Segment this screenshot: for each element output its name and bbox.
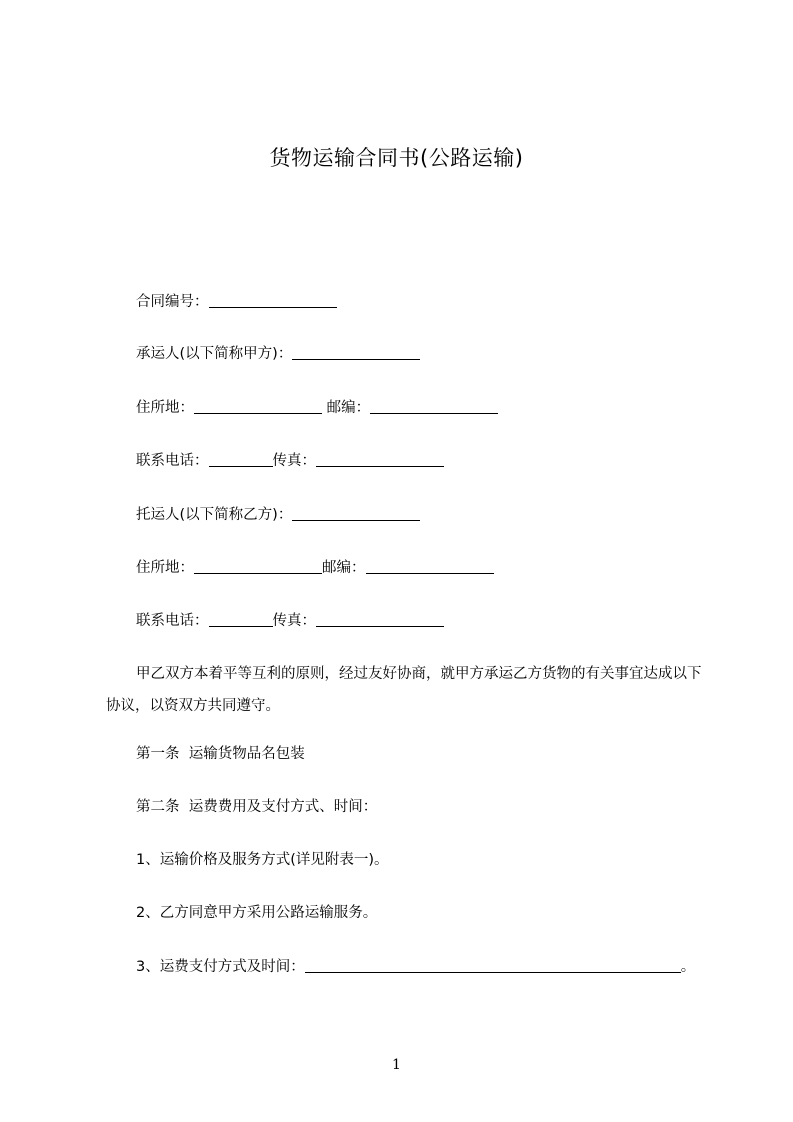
carrier-address-blank [194,397,322,414]
article-2-item-3 [136,955,695,979]
shipper-fax-label: 传真： [272,613,316,629]
shipper-fax-blank [316,610,444,627]
payment-terms-blank [305,956,681,973]
shipper-postcode-label: 邮编： [322,560,366,576]
shipper-phone-label: 联系电话： [136,613,209,629]
shipper-phone-blank [209,610,273,627]
carrier-phone-line [136,449,444,473]
shipper-blank [292,504,420,521]
carrier-address-label: 住所地： [136,400,194,416]
carrier-line [136,342,420,366]
carrier-phone-blank [209,450,273,467]
article-2-item-2: 2、乙方同意甲方采用公路运输服务。 [136,905,378,921]
payment-terms-label: 3、运费支付方式及时间： [136,959,305,975]
article-2-heading: 第二条 运费费用及支付方式、时间： [136,799,378,815]
contract-no-line [136,290,337,314]
article-2-item-1: 1、运输价格及服务方式(详见附表一)。 [136,852,389,868]
shipper-line [136,503,420,527]
shipper-address-label: 住所地： [136,560,194,576]
shipper-address-line [136,556,494,580]
contract-no-label: 合同编号： [136,294,209,310]
article-1-heading: 第一条 运输货物品名包装 [136,746,305,762]
carrier-postcode-blank [370,397,498,414]
carrier-fax-blank [316,450,444,467]
contract-no-blank [209,291,337,308]
carrier-label: 承运人(以下简称甲方)： [136,346,293,362]
shipper-label: 托运人(以下简称乙方)： [136,507,293,523]
carrier-address-line [136,396,498,420]
document-title: 货物运输合同书(公路运输) [269,146,524,170]
carrier-blank [292,343,420,360]
carrier-phone-label: 联系电话： [136,453,209,469]
shipper-phone-line [136,609,444,633]
carrier-fax-label: 传真： [272,453,316,469]
carrier-postcode-label: 邮编： [322,400,371,416]
intro-paragraph: 甲乙双方本着平等互利的原则，经过友好协商，就甲方承运乙方货物的有关事宜达成以下协议，以资双方共同遵守。 [106,666,702,714]
page-number: 1 [392,1057,401,1073]
shipper-postcode-blank [366,557,494,574]
shipper-address-blank [194,557,322,574]
payment-terms-end: 。 [680,959,696,975]
